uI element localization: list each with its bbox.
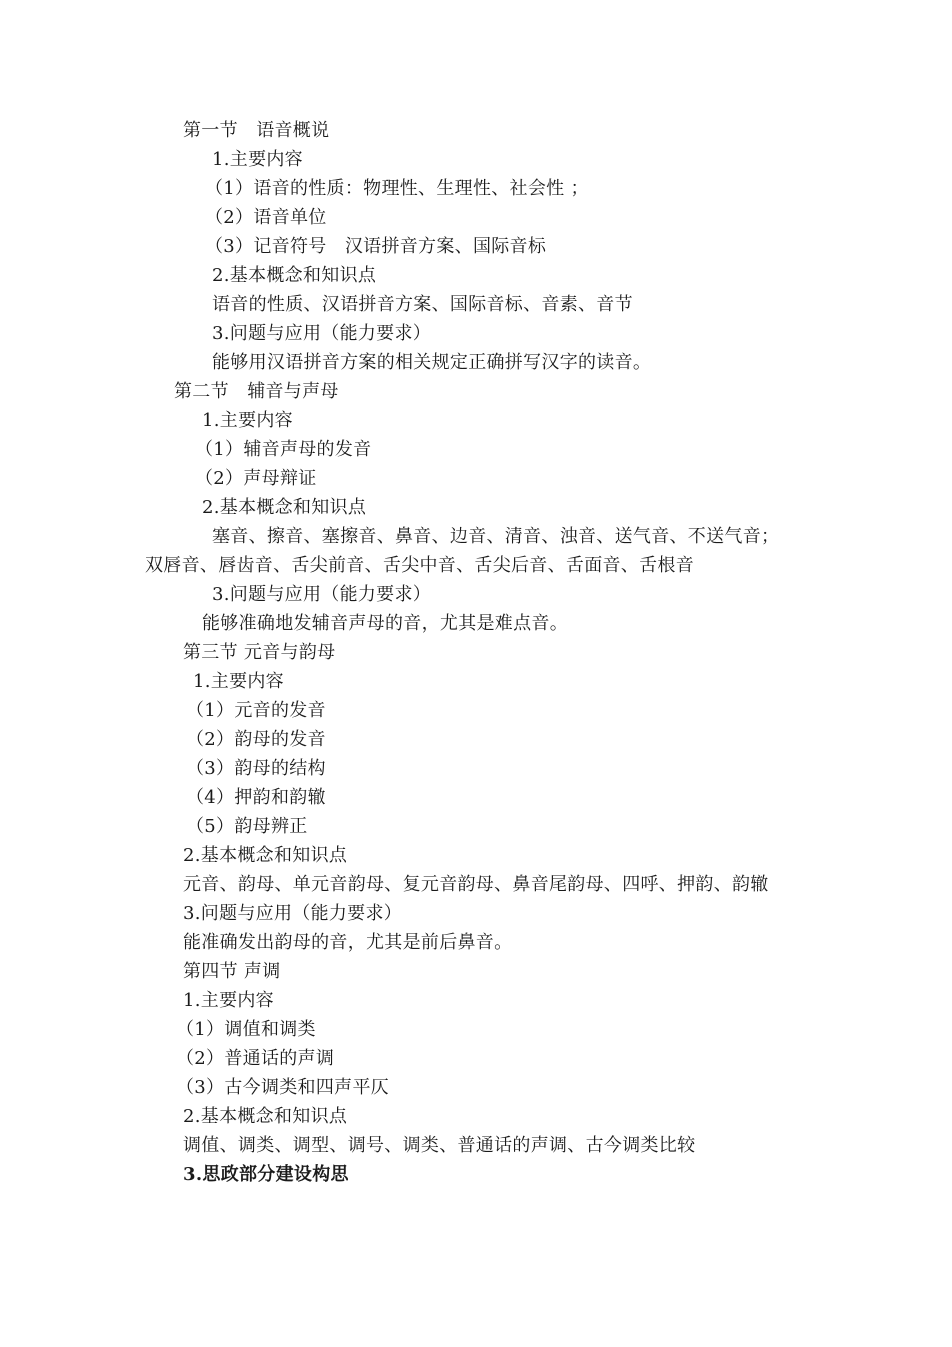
section-3-concepts-label: 2.基本概念和知识点: [183, 845, 348, 866]
section-2-concepts-text-line-2: 双唇音、唇齿音、舌尖前音、舌尖中音、舌尖后音、舌面音、舌根音: [145, 555, 694, 576]
section-3-item-4: （4）押韵和韵辙: [186, 787, 326, 808]
section-4-heading: 第四节 声调: [183, 961, 281, 982]
section-2-item-1: （1）辅音声母的发音: [195, 439, 372, 460]
section-4-item-3: （3）古今调类和四声平仄: [176, 1077, 390, 1098]
section-1-heading: 第一节 语音概说: [183, 120, 330, 141]
section-1-application-label: 3.问题与应用（能力要求）: [212, 323, 432, 344]
section-3-item-2: （2）韵母的发音: [186, 729, 326, 750]
section-3-item-1: （1）元音的发音: [186, 700, 326, 721]
section-3-heading: 第三节 元音与韵母: [183, 642, 336, 663]
ideological-section-heading: 3.思政部分建设构思: [183, 1164, 349, 1185]
section-1-application-text: 能够用汉语拼音方案的相关规定正确拼写汉字的读音。: [212, 352, 652, 373]
section-2-application-label: 3.问题与应用（能力要求）: [212, 584, 432, 605]
section-2-concepts-text-line-1: 塞音、擦音、塞擦音、鼻音、边音、清音、浊音、送气音、不送气音；: [212, 526, 780, 547]
section-4-concepts-text: 调值、调类、调型、调号、调类、普通话的声调、古今调类比较: [183, 1135, 696, 1156]
section-3-main-content-label: 1.主要内容: [193, 671, 284, 692]
section-2-application-text: 能够准确地发辅音声母的音，尤其是难点音。: [202, 613, 568, 634]
section-2-concepts-label: 2.基本概念和知识点: [202, 497, 367, 518]
section-1-item-3: （3）记音符号 汉语拼音方案、国际音标: [205, 236, 547, 257]
section-2-main-content-label: 1.主要内容: [202, 410, 293, 431]
section-3-application-text: 能准确发出韵母的音，尤其是前后鼻音。: [183, 932, 513, 953]
section-1-concepts-text: 语音的性质、汉语拼音方案、国际音标、音素、音节: [212, 294, 633, 315]
section-3-item-5: （5）韵母辨正: [186, 816, 308, 837]
section-1-main-content-label: 1.主要内容: [212, 149, 303, 170]
section-4-concepts-label: 2.基本概念和知识点: [183, 1106, 348, 1127]
section-4-main-content-label: 1.主要内容: [183, 990, 274, 1011]
section-1-item-2: （2）语音单位: [205, 207, 327, 228]
section-1-item-1: （1）语音的性质：物理性、生理性、社会性 ；: [205, 178, 589, 199]
section-1-concepts-label: 2.基本概念和知识点: [212, 265, 377, 286]
section-2-heading: 第二节 辅音与声母: [174, 381, 339, 402]
section-4-item-1: （1）调值和调类: [176, 1019, 316, 1040]
section-3-application-label: 3.问题与应用（能力要求）: [183, 903, 403, 924]
section-2-item-2: （2）声母辩证: [195, 468, 317, 489]
section-4-item-2: （2）普通话的声调: [176, 1048, 335, 1069]
section-3-item-3: （3）韵母的结构: [186, 758, 326, 779]
section-3-concepts-text: 元音、韵母、单元音韵母、复元音韵母、鼻音尾韵母、四呼、押韵、韵辙: [183, 874, 769, 895]
